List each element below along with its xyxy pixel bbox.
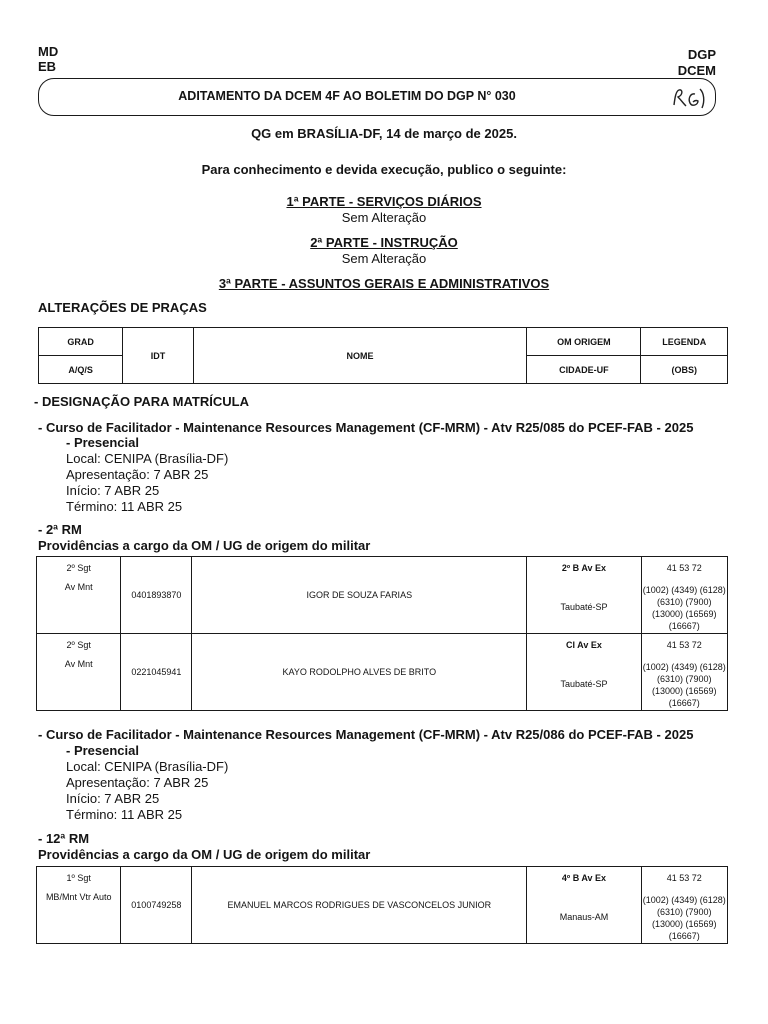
row-om: CI Av Ex <box>566 640 602 650</box>
row-om: 2º B Av Ex <box>561 563 607 573</box>
col-grad: GRAD <box>39 328 123 356</box>
course-2-region: - 12ª RM <box>38 831 90 846</box>
header-md: MD <box>38 44 59 59</box>
course-2-table <box>36 866 728 944</box>
row-obs: (1002) (4349) (6128) (6310) (7900) (13000) (16569) (16667) <box>642 662 726 708</box>
row-grad: 1º Sgt <box>66 873 91 883</box>
row-idt: 0401893870 <box>121 557 192 634</box>
course-2-mode: - Presencial <box>66 743 139 758</box>
header-eb: EB <box>38 59 57 74</box>
document-title: ADITAMENTO DA DCEM 4F AO BOLETIM DO DGP N° 030 <box>178 89 516 103</box>
course-1-termino: Término: 11 ABR 25 <box>66 499 183 514</box>
course-1-region: - 2ª RM <box>38 522 82 537</box>
row-spec: Av Mnt <box>64 659 93 669</box>
row-city: Manaus-AM <box>559 912 609 922</box>
row-spec: Av Mnt <box>64 582 93 592</box>
row-nome: KAYO RODOLPHO ALVES DE BRITO <box>192 634 527 711</box>
header-table <box>38 327 728 384</box>
course-2-providencias: Providências a cargo da OM / UG de origem do militar <box>38 847 371 862</box>
course-1-inicio: Início: 7 ABR 25 <box>66 483 160 498</box>
row-obs: (1002) (4349) (6128) (6310) (7900) (13000) (16569) (16667) <box>642 895 726 941</box>
row-legenda: 41 53 72 <box>666 563 702 573</box>
designation-title: - DESIGNAÇÃO PARA MATRÍCULA <box>34 394 249 409</box>
row-spec: MB/Mnt Vtr Auto <box>45 892 112 902</box>
col-idt: IDT <box>123 328 193 384</box>
part-2-title: 2ª PARTE - INSTRUÇÃO <box>310 235 458 250</box>
row-legenda: 41 53 72 <box>666 640 702 650</box>
table-row <box>37 557 728 634</box>
row-nome: IGOR DE SOUZA FARIAS <box>192 557 527 634</box>
col-cidade-uf: CIDADE-UF <box>527 356 641 384</box>
col-legenda: LEGENDA <box>641 328 728 356</box>
course-2-termino: Término: 11 ABR 25 <box>66 807 183 822</box>
part-1-body: Sem Alteração <box>341 210 427 225</box>
header-dcem: DCEM <box>677 63 716 78</box>
row-city: Taubaté-SP <box>560 679 608 689</box>
course-2-title: - Curso de Facilitador - Maintenance Resources Management (CF-MRM) - Atv R25/086 do PCEF-FAB - 2025 <box>38 727 694 742</box>
row-nome: EMANUEL MARCOS RODRIGUES DE VASCONCELOS JUNIOR <box>192 867 527 944</box>
row-idt: 0221045941 <box>121 634 192 711</box>
course-1-table <box>36 556 728 711</box>
course-1-providencias: Providências a cargo da OM / UG de origem do militar <box>38 538 371 553</box>
row-idt: 0100749258 <box>121 867 192 944</box>
course-2-local: Local: CENIPA (Brasília-DF) <box>66 759 229 774</box>
part-2-body: Sem Alteração <box>341 251 427 266</box>
col-obs: (OBS) <box>641 356 728 384</box>
header-dgp: DGP <box>687 47 716 62</box>
part-1-title: 1ª PARTE - SERVIÇOS DIÁRIOS <box>286 194 482 209</box>
section-title: ALTERAÇÕES DE PRAÇAS <box>38 300 207 315</box>
course-1-title: - Curso de Facilitador - Maintenance Resources Management (CF-MRM) - Atv R25/085 do PCEF-FAB - 2025 <box>38 420 694 435</box>
table-row <box>37 867 728 944</box>
row-om: 4º B Av Ex <box>561 873 607 883</box>
place-date: QG em BRASÍLIA-DF, 14 de março de 2025. <box>251 126 517 141</box>
part-3-title: 3ª PARTE - ASSUNTOS GERAIS E ADMINISTRATIVOS <box>218 276 550 291</box>
course-1-mode: - Presencial <box>66 435 139 450</box>
col-om-origem: OM ORIGEM <box>527 328 641 356</box>
course-2-apresentacao: Apresentação: 7 ABR 25 <box>66 775 209 790</box>
publication-line: Para conhecimento e devida execução, publico o seguinte: <box>201 162 567 177</box>
table-row <box>37 634 728 711</box>
row-grad: 2º Sgt <box>66 640 91 650</box>
row-city: Taubaté-SP <box>560 602 608 612</box>
row-grad: 2º Sgt <box>66 563 91 573</box>
col-aqs: A/Q/S <box>39 356 123 384</box>
row-obs: (1002) (4349) (6128) (6310) (7900) (13000) (16569) (16667) <box>642 585 726 631</box>
row-legenda: 41 53 72 <box>666 873 702 883</box>
course-1-local: Local: CENIPA (Brasília-DF) <box>66 451 229 466</box>
col-nome: NOME <box>193 328 527 384</box>
handwritten-initials-icon <box>671 85 709 111</box>
title-banner <box>38 78 716 116</box>
course-2-inicio: Início: 7 ABR 25 <box>66 791 160 806</box>
course-1-apresentacao: Apresentação: 7 ABR 25 <box>66 467 209 482</box>
